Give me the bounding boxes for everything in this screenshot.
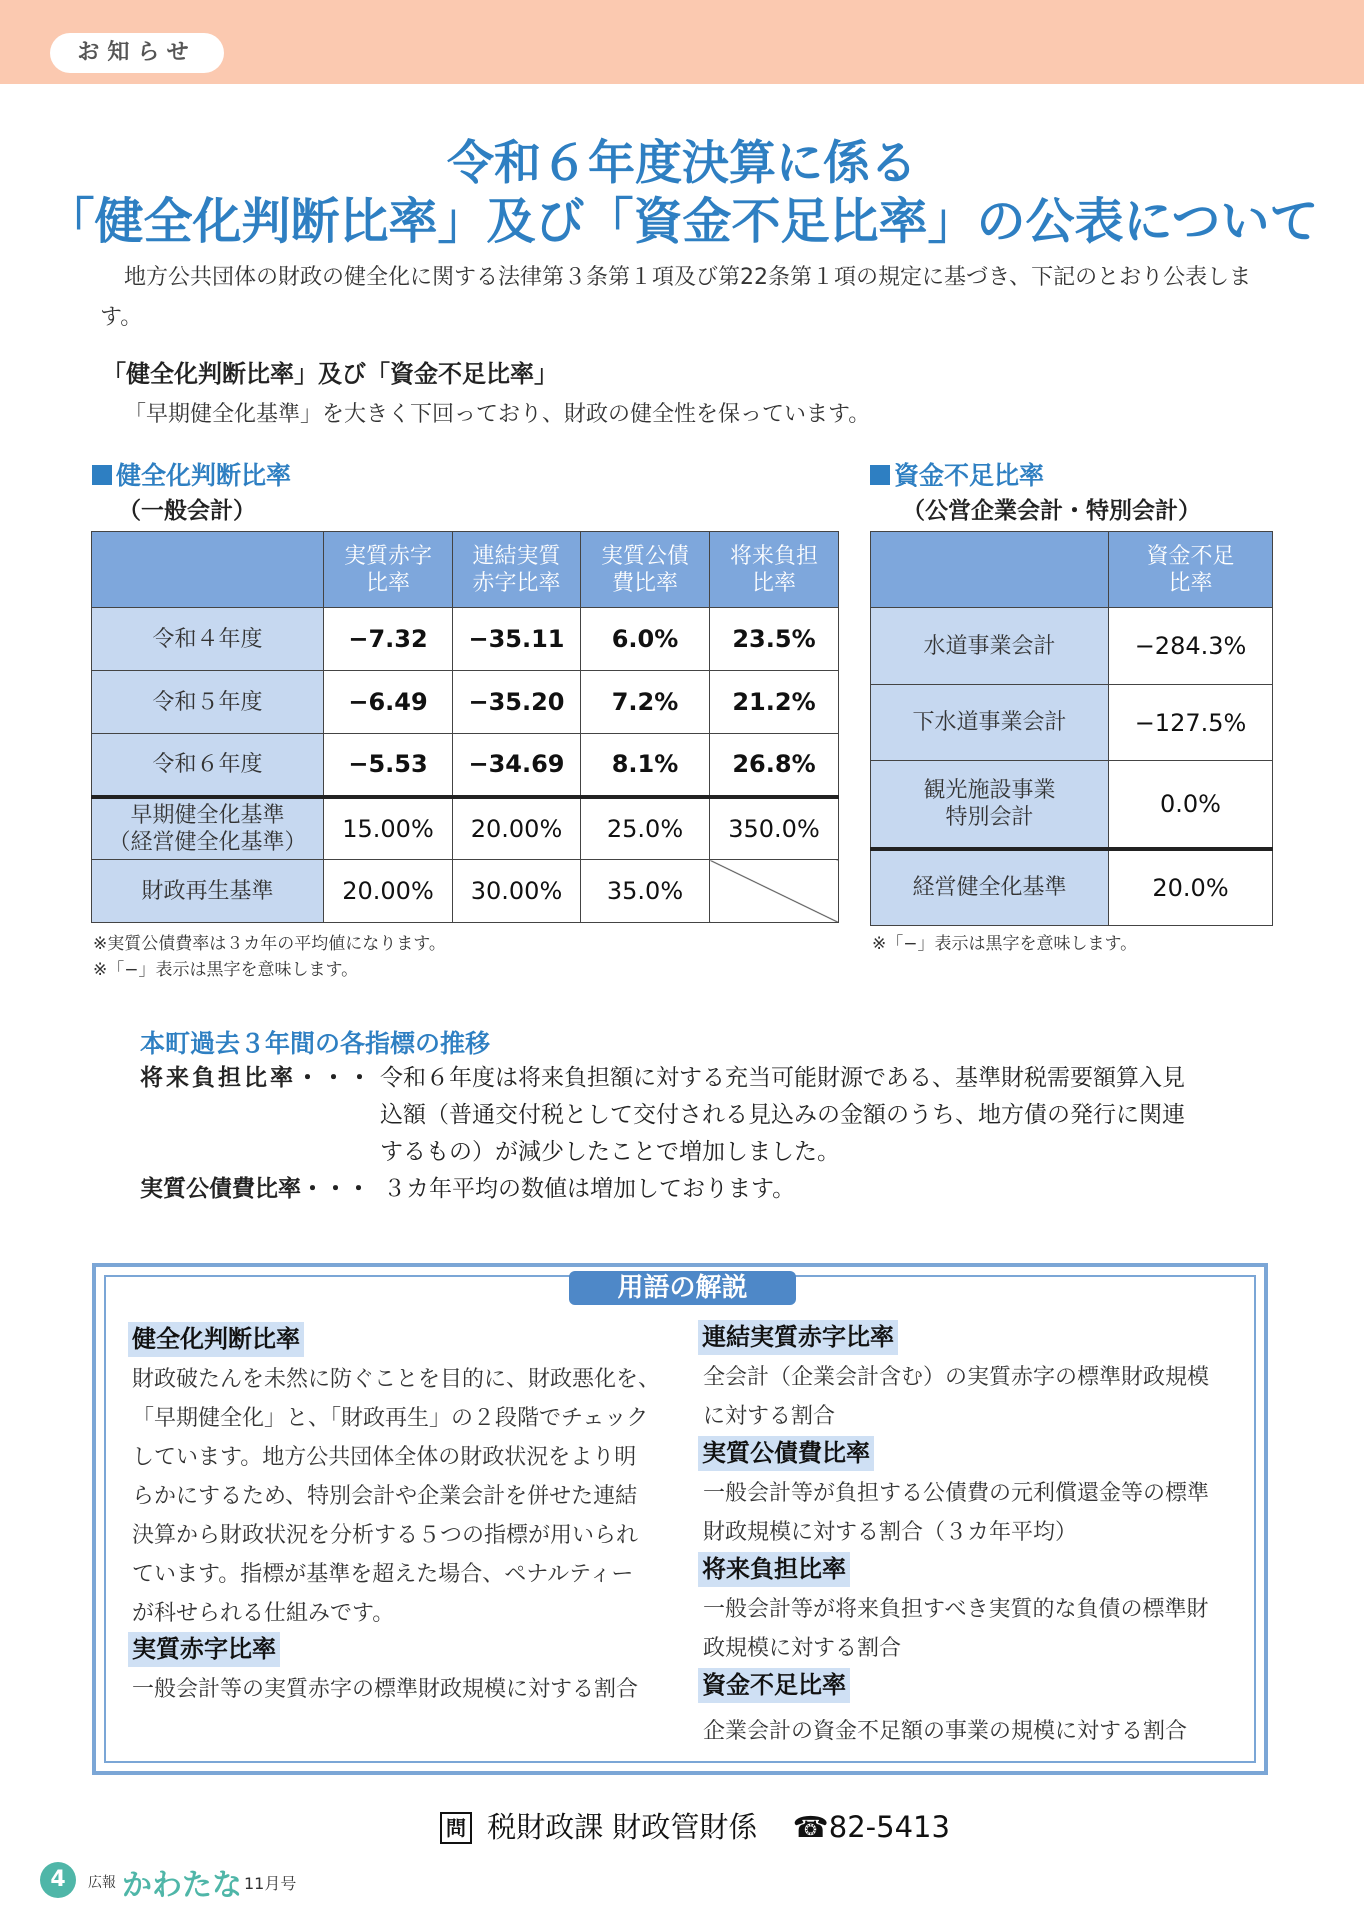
table1-title: 健全化判断比率 [92, 456, 291, 492]
page-title-line2: 「健全化判断比率」及び「資金不足比率」の公表について [45, 193, 1319, 250]
section-text: 「早期健全化基準」を大きく下回っており、財政の健全性を保っています。 [124, 402, 871, 427]
ratio-table-header [92, 532, 839, 608]
footer-label: 広報 [88, 1875, 116, 1891]
table-row [92, 608, 839, 671]
glossary-desc: 全会計（企業会計含む）の実質赤字の標準財政規模 に対する割合 [703, 1365, 1210, 1429]
glossary-desc: 一般会計等が将来負担すべき実質的な負債の標準財 政規模に対する割合 [703, 1597, 1209, 1661]
notice-tag: お知らせ [50, 33, 224, 73]
row-label: 早期健全化基準 （経営健全化基準） [92, 797, 324, 860]
square-bullet-icon [870, 465, 890, 485]
trend-text: ３カ年平均の数値は増加しております。 [383, 1176, 796, 1202]
glossary-desc: 一般会計等の実質赤字の標準財政規模に対する割合 [132, 1677, 639, 1702]
row-label: 水道事業会計 [871, 608, 1109, 685]
shortfall-table [870, 531, 1273, 926]
row-label: 令和４年度 [92, 608, 324, 671]
empty-diagonal-cell [710, 860, 839, 923]
glossary-term: 将来負担比率 [698, 1552, 850, 1587]
contact-dept: 税財政課 財政管財係 [487, 1810, 758, 1844]
section-heading: 「健全化判断比率」及び「資金不足比率」 [102, 360, 558, 388]
table2-title: 資金不足比率 [870, 456, 1044, 492]
glossary-term: 健全化判断比率 [128, 1322, 304, 1357]
row-label: 令和５年度 [92, 671, 324, 734]
cell-value: 21.2% [710, 671, 839, 734]
cell-value: −127.5% [1109, 685, 1273, 761]
table-row [871, 849, 1273, 926]
shortfall-table-header [871, 532, 1273, 608]
trend-label: 実質公債費比率・・・ [140, 1176, 370, 1202]
page-title-line1: 令和６年度決算に係る [447, 136, 917, 191]
footer-magazine-name: かわたな [122, 1868, 242, 1903]
contact-line [440, 1805, 950, 1846]
cell-value: 20.00% [453, 797, 581, 860]
cell-value: 0.0% [1109, 761, 1273, 849]
cell-value: 20.0% [1109, 849, 1273, 926]
cell-value: −6.49 [324, 671, 453, 734]
trend-text: 令和６年度は将来負担額に対する充当可能財源である、基準財税需要額算入見 込額（普通交付税として交付される見込みの金額のうち、地方債の発行に関連 するもの）が減少したことで増加しました。 [380, 1065, 1185, 1165]
table1-subtitle: （一般会計） [118, 498, 256, 524]
trend-heading: 本町過去３年間の各指標の推移 [140, 1029, 491, 1058]
intro-text: 地方公共団体の財政の健全化に関する法律第３条第１項及び第22条第１項の規定に基づき、下記のとおり公表します。 [100, 265, 1252, 330]
table-row [871, 761, 1273, 849]
table1-notes [93, 931, 446, 983]
corner-cell [871, 532, 1109, 608]
cell-value: 23.5% [710, 608, 839, 671]
ratio-table [91, 531, 839, 923]
cell-value: 7.2% [581, 671, 710, 734]
cell-value: −284.3% [1109, 608, 1273, 685]
col-header: 資金不足 比率 [1109, 532, 1273, 608]
cell-value: 20.00% [324, 860, 453, 923]
row-label: 令和６年度 [92, 734, 324, 797]
glossary-term: 連結実質赤字比率 [698, 1320, 898, 1355]
table-row [92, 797, 839, 860]
glossary-desc: 企業会計の資金不足額の事業の規模に対する割合 [703, 1719, 1188, 1744]
col-header: 連結実質 赤字比率 [453, 532, 581, 608]
contact-tel: ☎82-5413 [792, 1810, 950, 1844]
trend-label: 将来負担比率・・・ [140, 1065, 374, 1091]
cell-value: −7.32 [324, 608, 453, 671]
table2-subtitle: （公営企業会計・特別会計） [902, 498, 1201, 524]
glossary-desc: 財政破たんを未然に防ぐことを目的に、財政悪化を、 「早期健全化」と、「財政再生」の２段階でチェック しています。地方公共団体全体の財政状況をより明 らかにするため、特別会計や企業会計を併せた連結 決算から財政状況を分析する５つの指標が用いられ ています。指標が基準を超えた場合、ペナルティー が科せられる仕組みです。 [132, 1367, 661, 1626]
table-row [871, 685, 1273, 761]
cell-value: −35.20 [453, 671, 581, 734]
page-number: 4 [40, 1862, 76, 1898]
glossary-term: 資金不足比率 [698, 1668, 850, 1703]
note-line: ※「−」表示は黒字を意味します。 [93, 960, 359, 980]
cell-value: 26.8% [710, 734, 839, 797]
table-row [871, 608, 1273, 685]
trend-item [140, 1060, 374, 1097]
cell-value: −5.53 [324, 734, 453, 797]
cell-value: −34.69 [453, 734, 581, 797]
cell-value: 30.00% [453, 860, 581, 923]
table-row [92, 734, 839, 797]
col-header: 実質赤字 比率 [324, 532, 453, 608]
table-row [92, 860, 839, 923]
table-row [92, 671, 839, 734]
cell-value: 6.0% [581, 608, 710, 671]
square-bullet-icon [92, 465, 112, 485]
row-label: 財政再生基準 [92, 860, 324, 923]
trend-item [140, 1171, 370, 1208]
cell-value: 350.0% [710, 797, 839, 860]
cell-value: 8.1% [581, 734, 710, 797]
corner-cell [92, 532, 324, 608]
cell-value: 15.00% [324, 797, 453, 860]
glossary-term: 実質公債費比率 [698, 1436, 874, 1471]
cell-value: −35.11 [453, 608, 581, 671]
glossary-title: 用語の解説 [569, 1271, 796, 1305]
cell-value: 35.0% [581, 860, 710, 923]
cell-value: 25.0% [581, 797, 710, 860]
footer-month: 11月号 [244, 1874, 297, 1893]
row-label: 観光施設事業 特別会計 [871, 761, 1109, 849]
col-header: 実質公債 費比率 [581, 532, 710, 608]
note-line: ※実質公債費率は３カ年の平均値になります。 [93, 934, 446, 954]
glossary-desc: 一般会計等が負担する公債費の元利償還金等の標準 財政規模に対する割合（３カ年平均） [703, 1481, 1210, 1545]
inquiry-icon: 問 [440, 1812, 472, 1844]
row-label: 下水道事業会計 [871, 685, 1109, 761]
table2-note: ※「−」表示は黒字を意味します。 [872, 934, 1138, 954]
row-label: 経営健全化基準 [871, 849, 1109, 926]
col-header: 将来負担 比率 [710, 532, 839, 608]
glossary-term: 実質赤字比率 [128, 1632, 280, 1667]
